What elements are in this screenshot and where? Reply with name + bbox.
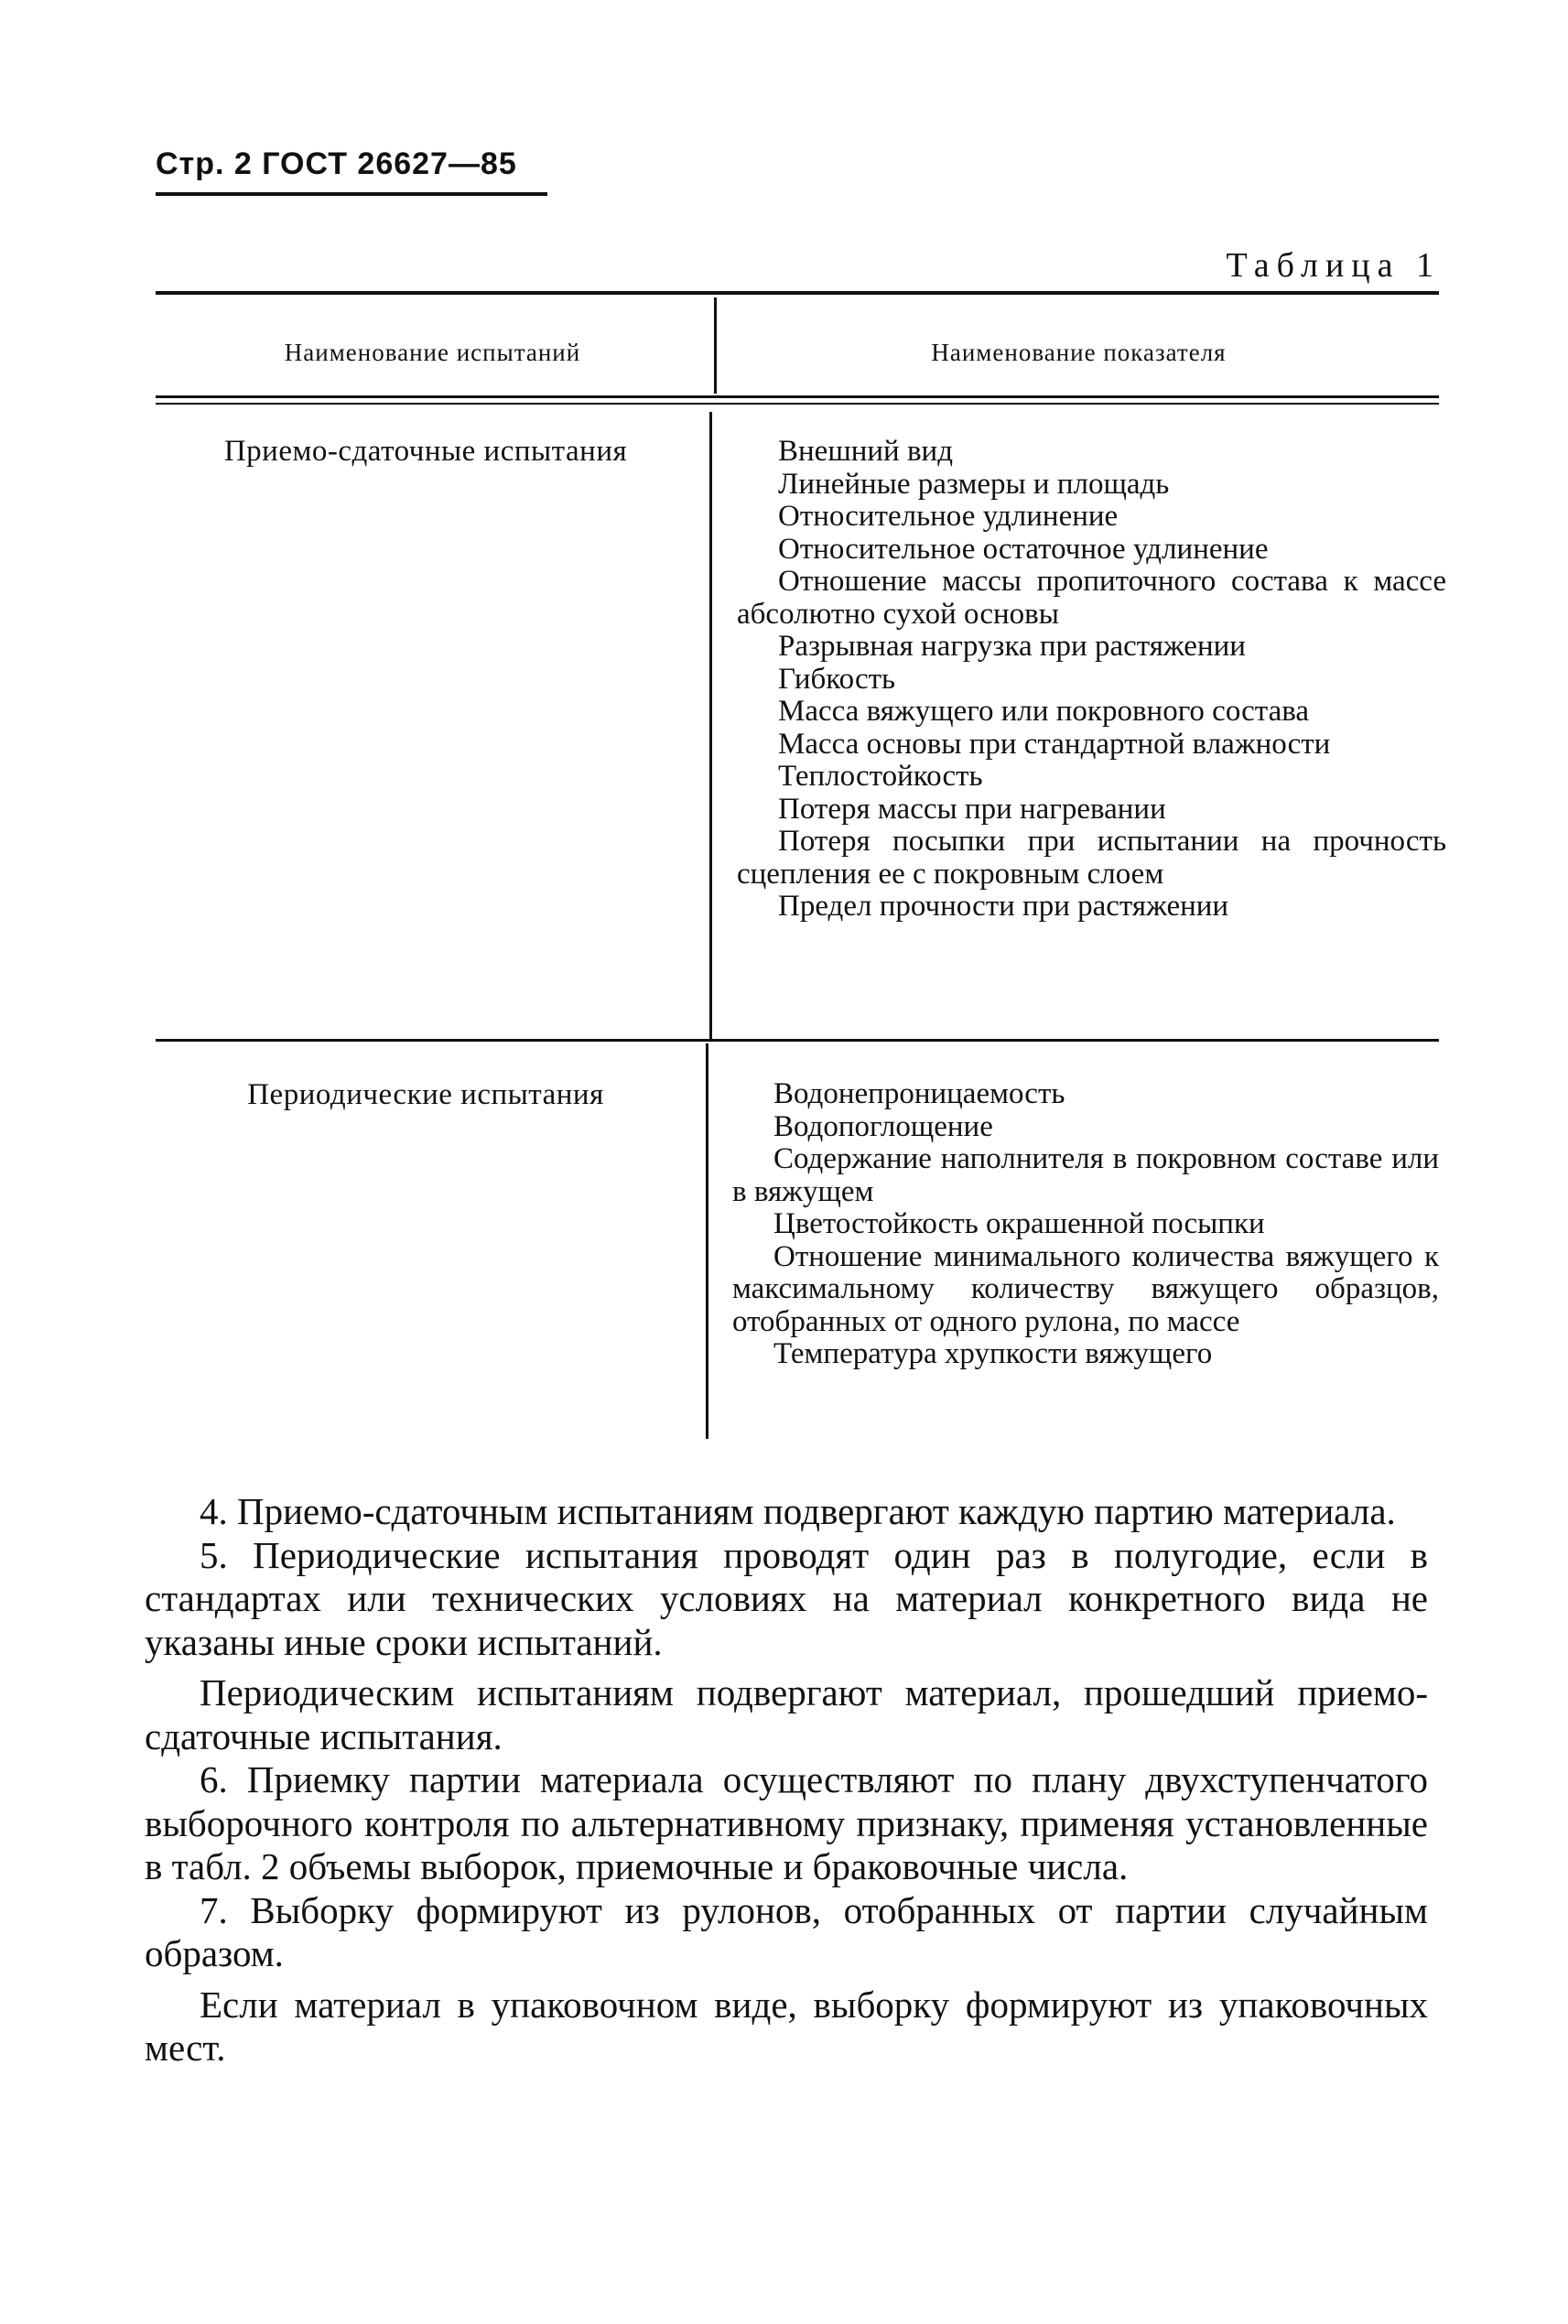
list-item: Температура хрупкости вяжущего (773, 1337, 1213, 1370)
header-bottom-rule-1 (156, 395, 1439, 398)
paragraph-5: 5. Периодические испытания проводят один раз в полугодие, если в стандартах или технических условиях на материал конкретного вида не указаны иные сроки испытаний. (145, 1533, 1428, 1663)
column-header-indicator: Наименование показателя (931, 339, 1227, 366)
page-header: Стр. 2 ГОСТ 26627—85 (156, 146, 517, 181)
list-item: Предел прочности при растяжении (778, 890, 1229, 923)
paragraph-7: 7. Выборку формируют из рулонов, отобранных от партии случайным образом. (145, 1888, 1428, 1974)
list-item: Масса вяжущего или покровного состава (778, 695, 1310, 728)
list-item: Масса основы при стандартной влажности (778, 727, 1331, 761)
table-caption: Таблица 1 (1226, 246, 1441, 285)
list-item: Цветостойкость окрашенной посыпки (773, 1207, 1265, 1240)
list-item: Разрывная нагрузка при растяжении (778, 630, 1246, 663)
header-bottom-rule-2 (156, 403, 1439, 405)
column-divider-row-1 (709, 412, 712, 1039)
list-item: Отношение минимального количества вяжущего к максимальному количеству вяжущего образцов, отобранных от одного рулона, по массе (732, 1239, 1439, 1338)
row-label-periodic: Периодические испытания (247, 1078, 604, 1111)
column-divider-header (714, 297, 717, 394)
list-item: Относительное остаточное удлинение (778, 532, 1269, 566)
row-label-acceptance: Приемо-сдаточные испытания (223, 435, 628, 468)
list-item: Водопоглощение (773, 1109, 993, 1143)
column-divider-row-2 (706, 1043, 708, 1439)
list-item: Гибкость (778, 662, 896, 696)
header-rule (156, 192, 547, 196)
list-item: Линейные размеры и площадь (778, 467, 1170, 501)
list-item: Относительное удлинение (778, 500, 1119, 533)
row-divider (156, 1039, 1439, 1042)
list-item: Потеря посыпки при испытании на прочность сцепления ее с покровным слоем (737, 825, 1446, 891)
list-item: Отношение массы пропиточного состава к массе абсолютно сухой основы (737, 565, 1446, 631)
table-top-rule (156, 291, 1439, 295)
list-item: Содержание наполнителя в покровном составе или в вяжущем (732, 1142, 1439, 1208)
list-item: Потеря массы при нагревании (778, 792, 1166, 826)
list-item: Внешний вид (778, 435, 953, 468)
indicator-list-acceptance (737, 436, 1446, 924)
list-item: Теплостойкость (778, 760, 983, 793)
paragraph-4: 4. Приемо-сдаточным испытаниям подвергают каждую партию материала. (200, 1490, 1396, 1532)
body-text (145, 1490, 1428, 2070)
paragraph-7-note: Если материал в упаковочном виде, выборку формируют из упаковочных мест. (145, 1983, 1428, 2069)
paragraph-6: 6. Приемку партии материала осуществляют по плану двухступенчатого выборочного контроля по альтернативному признаку, применяя установленные в табл. 2 объемы выборок, приемочные и браковочные числа. (145, 1758, 1428, 1887)
column-header-test-name: Наименование испытаний (284, 339, 581, 366)
paragraph-5-note: Периодическим испытаниям подвергают материал, прошедший приемо-сдаточные испытания. (145, 1671, 1428, 1757)
indicator-list-periodic (732, 1078, 1439, 1371)
list-item: Водонепроницаемость (773, 1077, 1065, 1110)
